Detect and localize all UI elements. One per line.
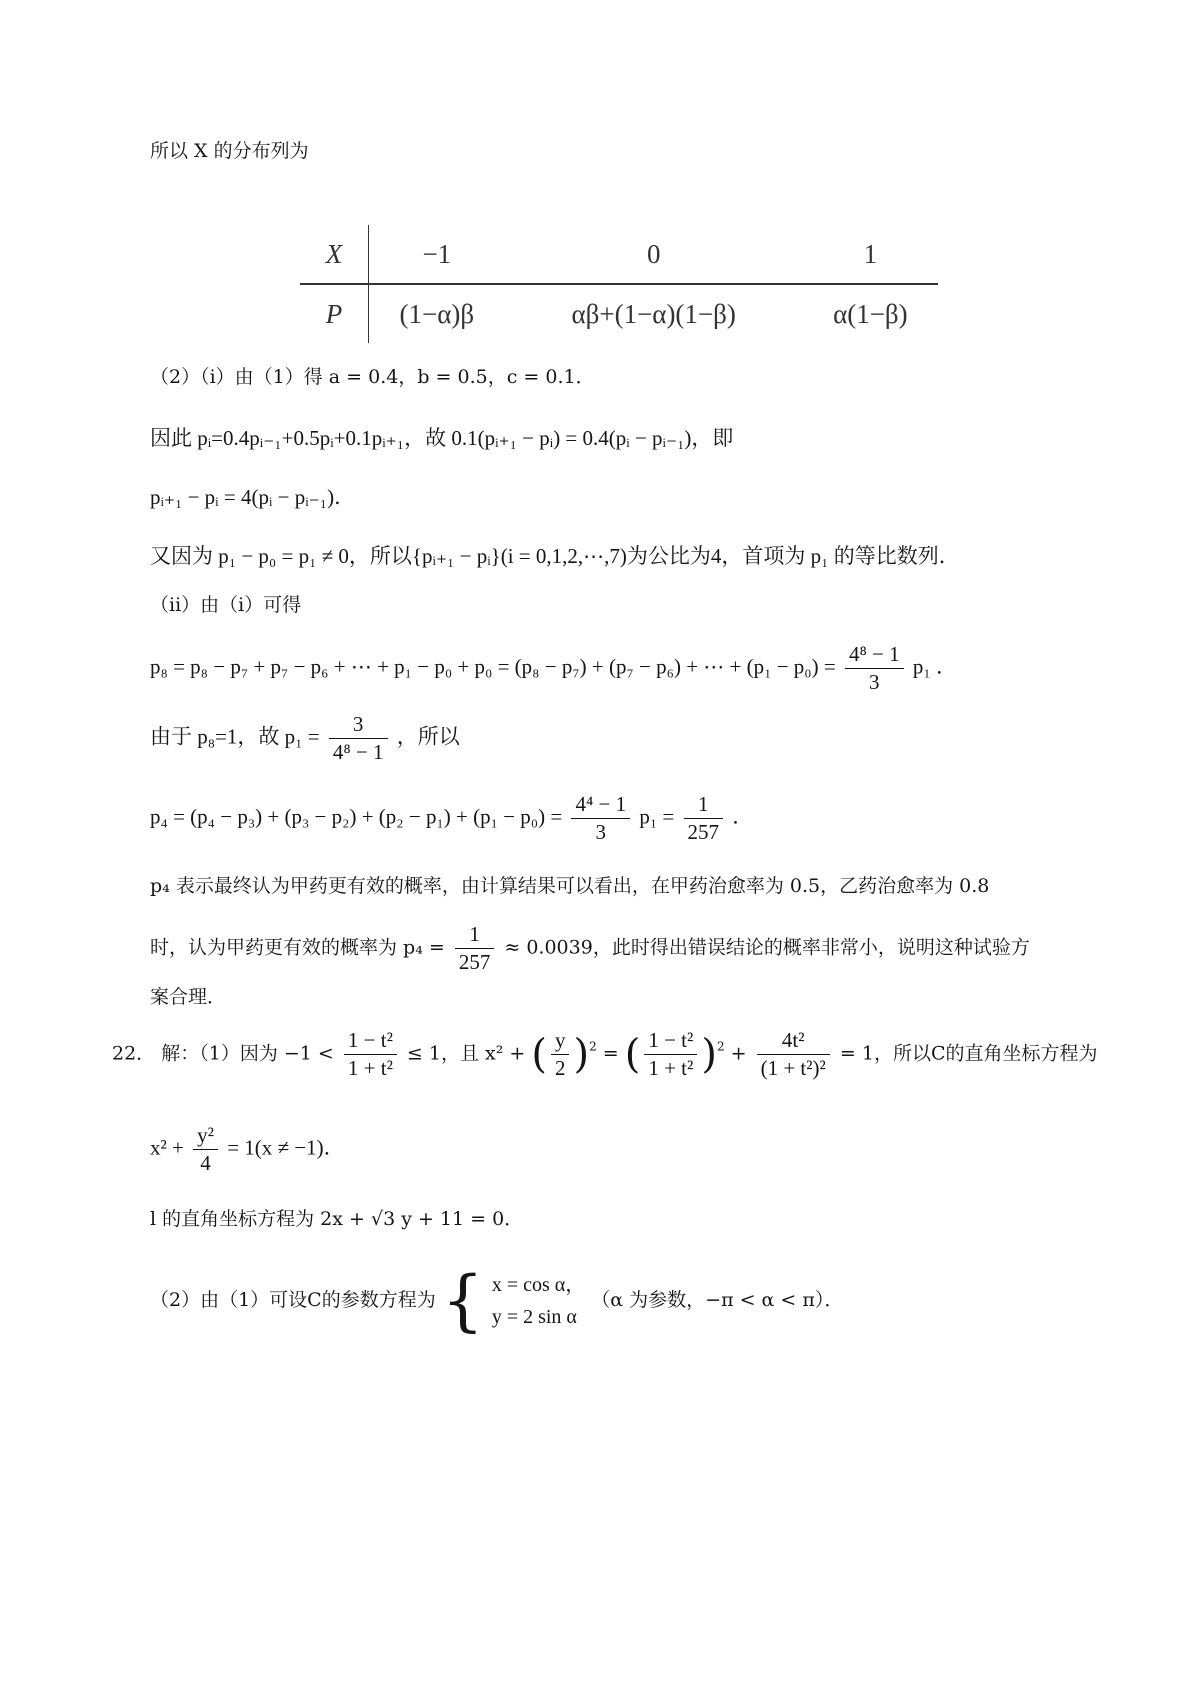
telescoping-sum-p8 <box>150 644 957 693</box>
fraction: $\frac{1}{257}$ <box>455 924 495 973</box>
conclusion-line-2: 时，认为甲药更有效的概率为 p₄ = $\frac{1}{257}$ ≈ 0.0039，此时得出错误结论的概率非常小，说明这种试验方 <box>150 922 1030 974</box>
table-x-label: X <box>300 225 369 284</box>
question-22-line-1: 22． 解：（1）因为 −1 < $\frac{\text{1 − t²}}{\text{1 + t²}}$ ≤ 1，且 x² + ( $\frac{y}{2}$ )$^2$ = ( $\frac{\text{1 − t²}}{\text{1 + t²}}$ )$^2$ + $\frac{\text{4t²}}{\text{(1 + t²)²}}$ = 1，所以C的直角坐标方程为 <box>112 1028 1098 1080</box>
fraction: $\frac{\text{4⁸ − 1}}{3}$ <box>845 644 904 693</box>
parametric-equation-line: （2）由（1）可设C的参数方程为 { x = cos α， y = 2 sin α （α 为参数，−π < α < π）． <box>150 1262 844 1339</box>
table-x-value: −1 <box>369 225 505 284</box>
p1-value-line: 由于 p₈=1，故 p₁ = $\frac{3}{\text{4⁸ − 1}}$ ，所以 <box>150 712 460 764</box>
fraction: $\frac{1}{257}$ <box>684 794 724 843</box>
part2-line-4: 又因为 p₁ − p₀ = p₁ ≠ 0，所以{pᵢ₊₁ − pᵢ}(i = 0,1,2,⋯,7)为公比为4，首项为 p₁ 的等比数列． <box>150 544 960 568</box>
fraction: $\frac{\text{4t²}}{\text{(1 + t²)²}}$ <box>757 1030 830 1079</box>
fraction: $\frac{\text{y²}}{4}$ <box>193 1125 218 1174</box>
distribution-table <box>300 225 938 343</box>
fraction: $\frac{3}{\text{4⁸ − 1}}$ <box>329 714 388 763</box>
sum-tail: p₁ ． <box>912 654 957 679</box>
p4-computation: p₄ = (p₄ − p₃) + (p₃ − p₂) + (p₂ − p₁) + (p₁ − p₀) = $\frac{\text{4⁴ − 1}}{3}$ p₁ = $\frac{1}{257}$ ． <box>150 792 754 844</box>
table-p-value: α(1−β) <box>833 298 908 329</box>
sum-lhs: p₈ = p₈ − p₇ + p₇ − p₆ + ⋯ + p₁ − p₀ + p₀ = (p₈ − p₇) + (p₇ − p₆) + ⋯ + (p₁ − p₀) = <box>150 654 836 679</box>
fraction: $\frac{\text{1 − t²}}{\text{1 + t²}}$ <box>644 1030 697 1079</box>
line-l-equation: l 的直角坐标方程为 2x + √3 y + 11 = 0． <box>150 1208 524 1230</box>
conclusion-line-3: 案合理． <box>150 986 227 1008</box>
table-x-value: 1 <box>803 225 938 284</box>
equation-system: x = cos α， y = 2 sin α <box>491 1274 586 1328</box>
table-p-value: (1−α)β <box>399 298 475 329</box>
part2-line-5: （ii）由（i）可得 <box>150 594 302 616</box>
part2-line-2: 因此 pᵢ=0.4pᵢ₋₁+0.5pᵢ+0.1pᵢ₊₁，故 0.1(pᵢ₊₁ − pᵢ) = 0.4(pᵢ − pᵢ₋₁)，即 <box>150 426 734 450</box>
conclusion-line-1: p₄ 表示最终认为甲药更有效的概率，由计算结果可以看出，在甲药治愈率为 0.5，乙药治愈率为 0.8 <box>150 875 990 897</box>
part2-line-3: pᵢ₊₁ − pᵢ = 4(pᵢ − pᵢ₋₁)． <box>150 485 356 509</box>
ellipse-equation: x² + $\frac{\text{y²}}{4}$ = 1(x ≠ −1)． <box>150 1123 345 1175</box>
table-p-label: P <box>300 284 369 343</box>
table-x-value: 0 <box>505 225 803 284</box>
table-p-value: αβ+(1−α)(1−β) <box>571 298 736 329</box>
fraction: $\frac{\text{4⁴ − 1}}{3}$ <box>571 794 630 843</box>
part2-line-1: （2）（i）由（1）得 a = 0.4，b = 0.5，c = 0.1． <box>150 366 595 388</box>
left-brace: { <box>441 1262 484 1339</box>
question-number: 22． <box>112 1042 156 1065</box>
fraction: $\frac{\text{1 − t²}}{\text{1 + t²}}$ <box>344 1030 397 1079</box>
fraction: $\frac{y}{2}$ <box>551 1030 570 1079</box>
intro-line: 所以 X 的分布列为 <box>150 140 309 162</box>
